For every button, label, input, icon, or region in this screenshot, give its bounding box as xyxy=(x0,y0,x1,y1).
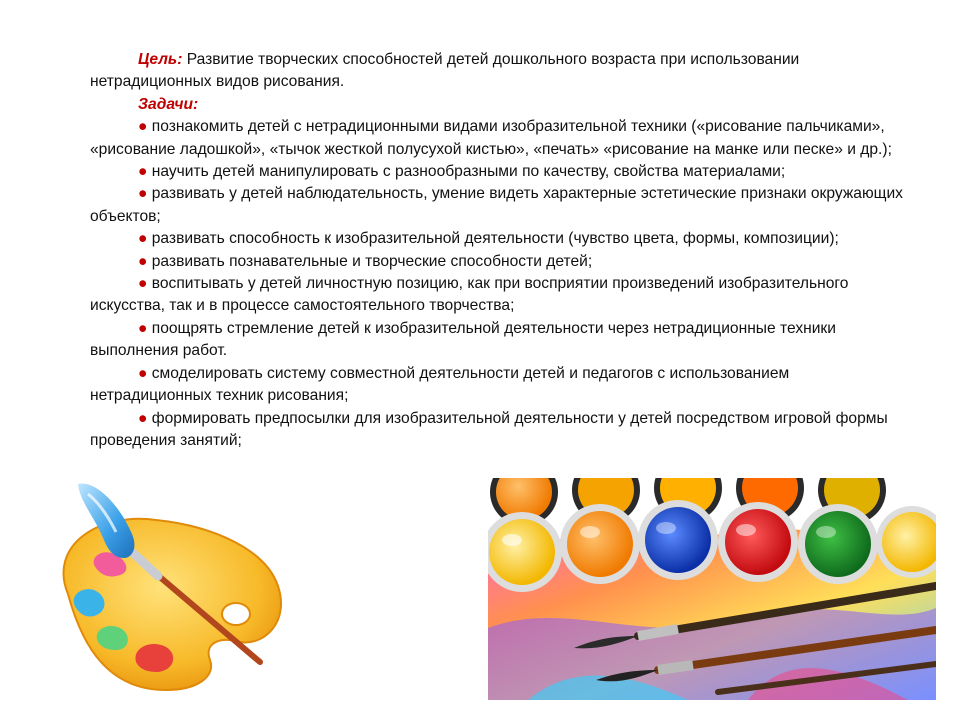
bullet-icon: ● xyxy=(138,163,148,181)
task-item xyxy=(90,116,908,161)
tasks-label: Задачи: xyxy=(138,95,199,113)
task-text: познакомить детей с нетрадиционными видами изобразительной техники («рисование пальчиками», «рисование ладошкой», «тычок жесткой полусухой кистью», «печать» «рисование на манке или песке» и др.); xyxy=(90,118,892,158)
bullet-icon: ● xyxy=(138,319,148,337)
task-item xyxy=(90,408,908,453)
slide-text xyxy=(90,49,908,452)
task-text: воспитывать у детей личностную позицию, как при восприятии произведений изобразительного искусства, так и в процессе самостоятельного творчества; xyxy=(90,275,849,315)
tasks-heading xyxy=(90,94,908,116)
goal-text: Развитие творческих способностей детей дошкольного возраста при использовании нетрадиционных видов рисования. xyxy=(90,51,800,91)
task-text: научить детей манипулировать с разнообразными по качеству, свойства материалами; xyxy=(147,163,786,181)
bullet-icon: ● xyxy=(138,118,148,136)
bullet-icon: ● xyxy=(138,275,148,293)
bullet-icon: ● xyxy=(138,364,148,382)
bullet-icon: ● xyxy=(138,409,148,427)
bullet-icon: ● xyxy=(138,252,148,270)
task-item xyxy=(90,228,908,250)
task-item xyxy=(90,273,908,318)
bullet-icon: ● xyxy=(138,230,148,248)
task-item xyxy=(90,318,908,363)
task-item xyxy=(90,251,908,273)
task-item xyxy=(90,183,908,228)
task-item xyxy=(90,161,908,183)
task-text: смоделировать систему совместной деятельности детей и педагогов с использованием нетрадиционных техник рисования; xyxy=(90,364,790,405)
bullet-icon: ● xyxy=(138,185,148,203)
paint-jars-and-brushes-photo xyxy=(488,478,936,700)
goal-paragraph xyxy=(90,49,908,94)
goal-label: Цель: xyxy=(138,51,183,68)
task-text: развивать познавательные и творческие способности детей; xyxy=(147,252,593,270)
task-text: развивать у детей наблюдательность, умение видеть характерные эстетические признаки окружающих объектов; xyxy=(90,185,903,225)
task-text: развивать способность к изобразительной деятельности (чувство цвета, формы, композиции); xyxy=(147,230,839,248)
task-item xyxy=(90,363,908,408)
palette-with-brush-icon xyxy=(28,476,290,698)
task-text: поощрять стремление детей к изобразительной деятельности через нетрадиционные техники выполнения работ. xyxy=(90,319,836,360)
task-text: формировать предпосылки для изобразительной деятельности у детей посредством игровой формы проведения занятий; xyxy=(90,409,888,449)
